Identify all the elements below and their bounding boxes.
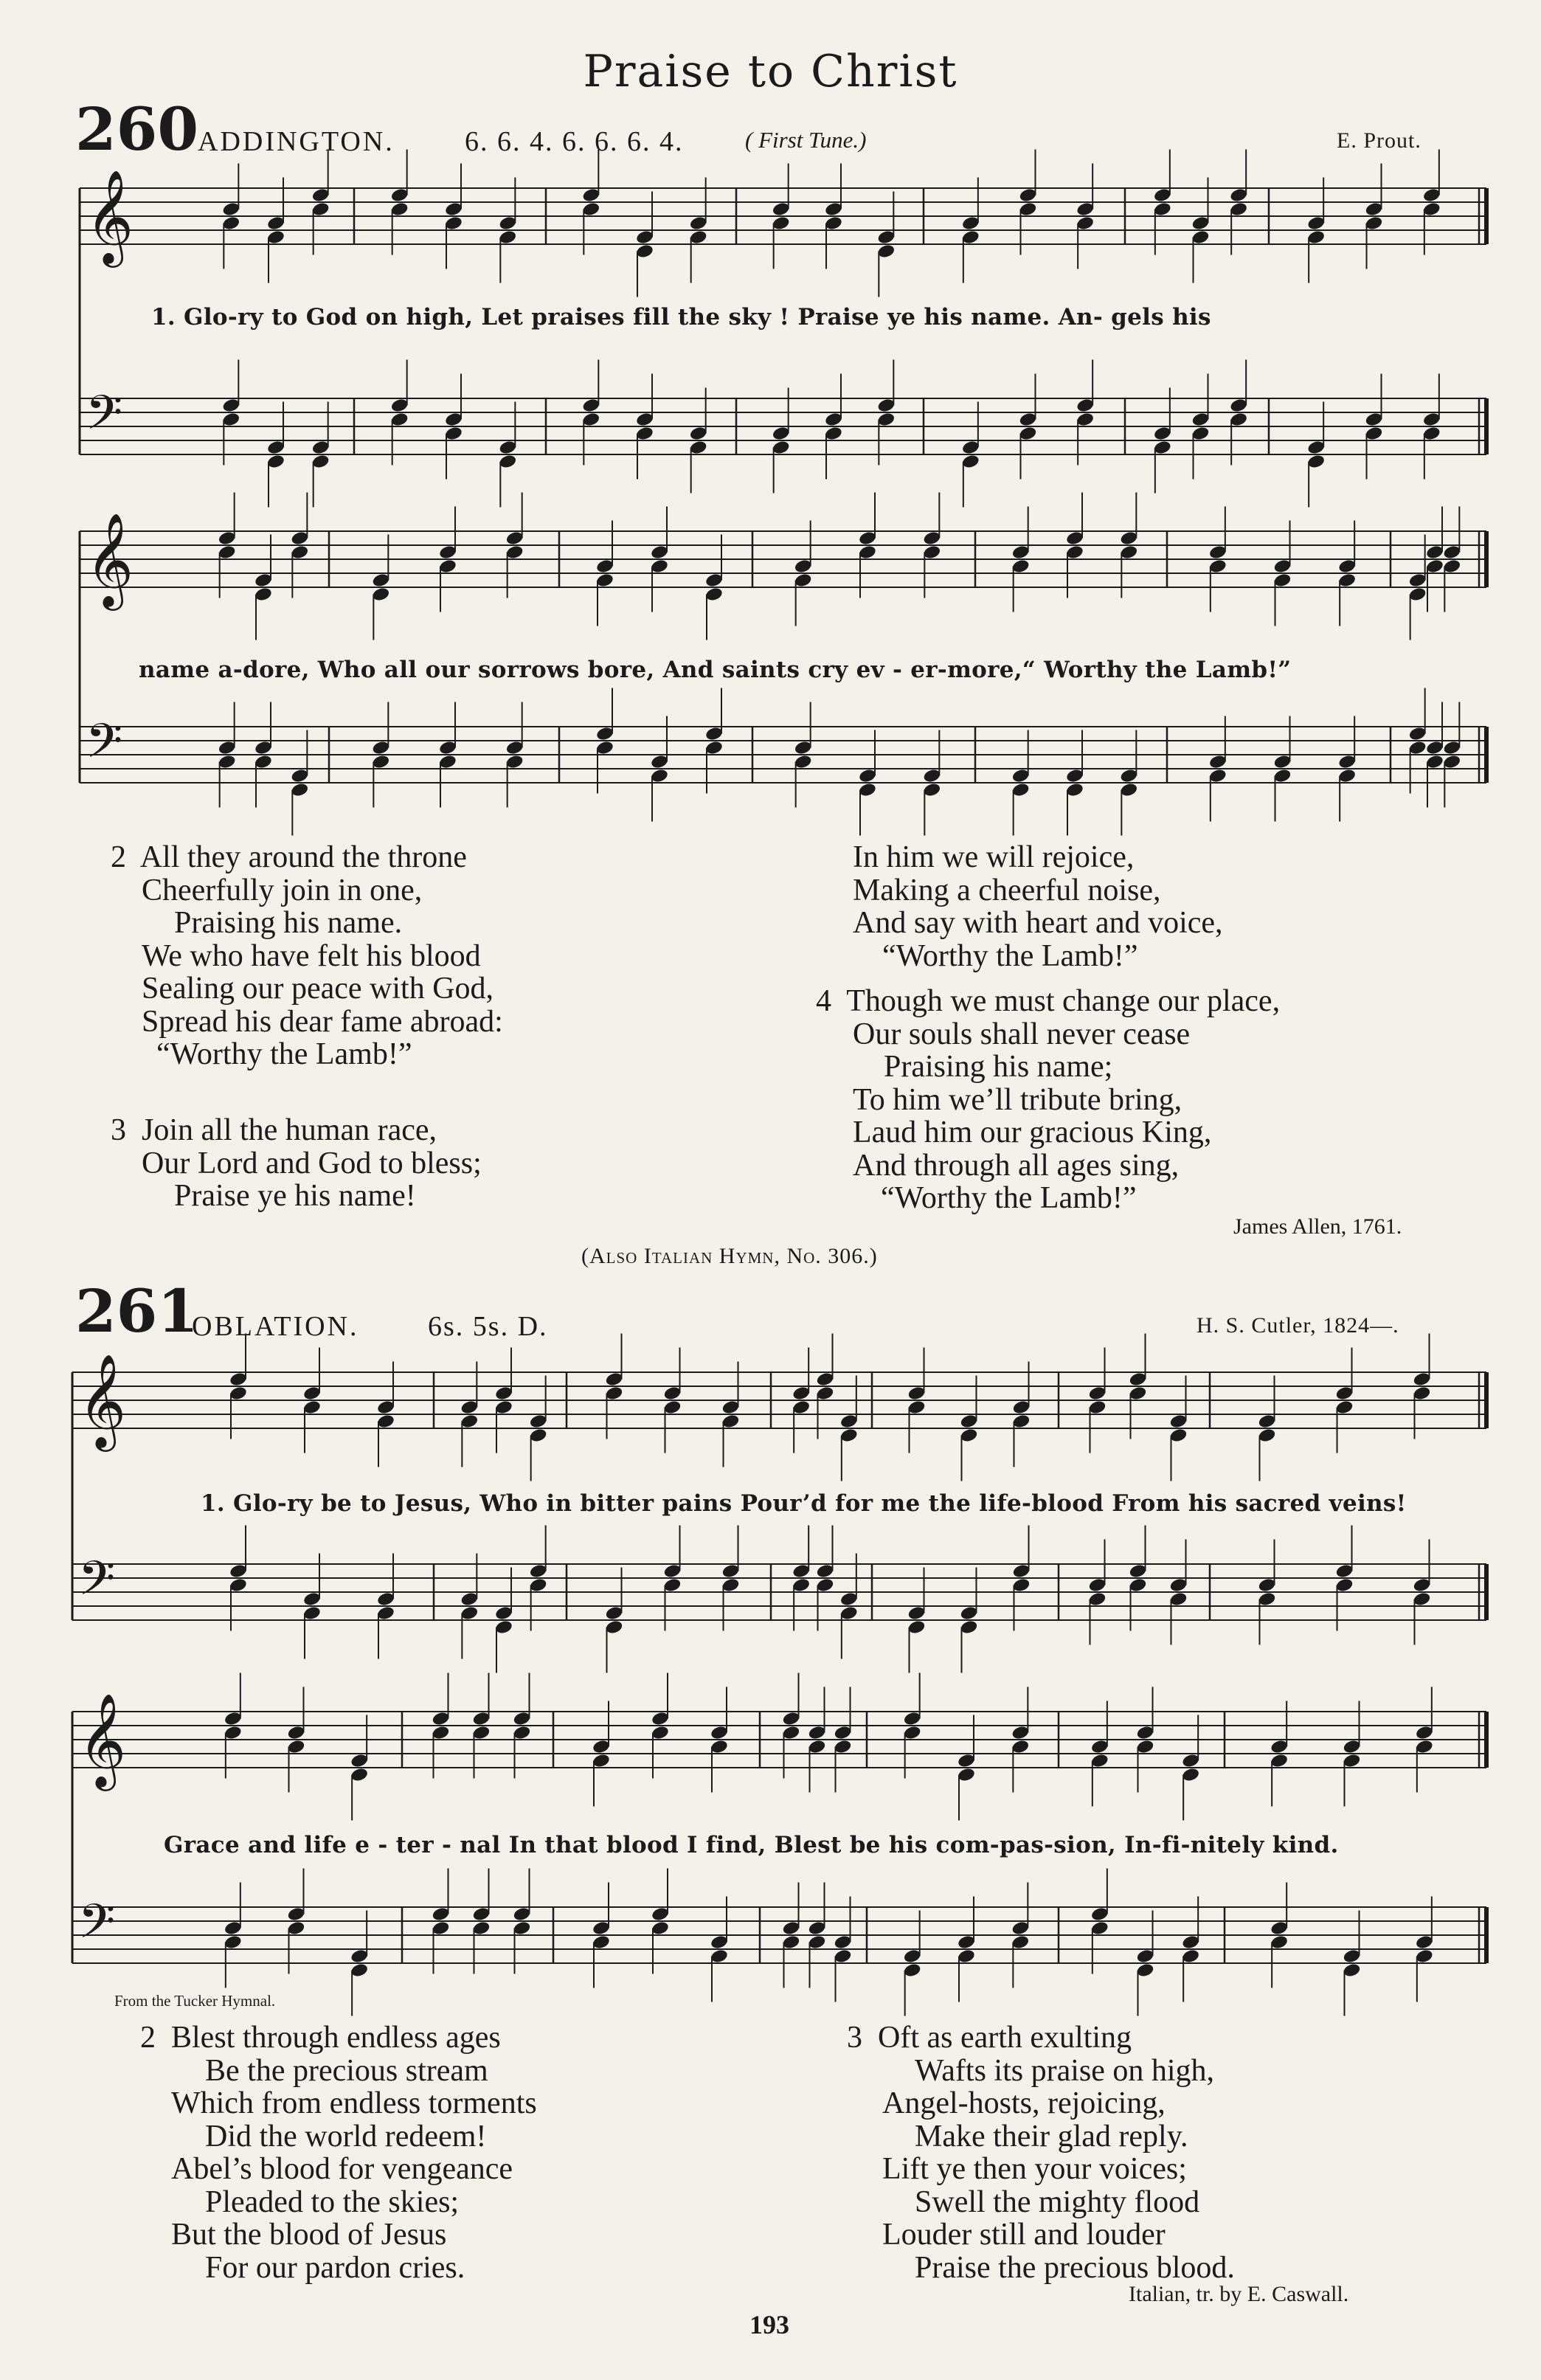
lyrics-line: 1. Glo-ry be to Jesus, Who in bitter pains Pour’d for me the life-blood From his sacred veins!	[201, 1490, 1407, 1517]
tune-meter: 6. 6. 4. 6. 6. 6. 4.	[465, 126, 684, 157]
author-credit: James Allen, 1761.	[1233, 1214, 1402, 1239]
treble-clef-icon: 𝄞	[78, 1353, 127, 1447]
verse-block: In him we will rejoice, Making a cheerful noise, And say with heart and voice, “Worthy the Lamb!”	[853, 840, 1223, 973]
treble-clef-icon: 𝄞	[78, 1692, 127, 1787]
tune-note: ( First Tune.)	[745, 127, 867, 153]
treble-clef-icon: 𝄞	[86, 512, 134, 606]
page-title: Praise to Christ	[583, 46, 958, 97]
composer: E. Prout.	[1337, 128, 1421, 153]
lyrics-line: Grace and life e - ter - nal In that blood I find, Blest be his com-pas-sion, In-fi-nitely kind.	[164, 1832, 1339, 1858]
tune-name: OBLATION.	[192, 1311, 359, 1342]
tune-meter: 6s. 5s. D.	[428, 1311, 548, 1342]
verse-block: 3 Join all the human race, Our Lord and God to bless; Praise ye his name!	[111, 1113, 482, 1213]
composer: H. S. Cutler, 1824—.	[1197, 1313, 1399, 1338]
verse-block: 2 All they around the throne Cheerfully join in one, Praising his name. We who have felt his blood Sealing our peace with God, Spread his dear fame abroad: “Worthy the Lamb!”	[111, 840, 503, 1071]
treble-clef-icon: 𝄞	[86, 169, 134, 263]
bass-clef-icon: 𝄢	[86, 714, 123, 781]
lyrics-line: 1. Glo-ry to God on high, Let praises fill the sky ! Praise ye his name. An- gels his	[151, 304, 1211, 331]
bass-clef-icon: 𝄢	[86, 386, 123, 452]
bass-clef-icon: 𝄢	[78, 1895, 116, 1961]
hymn-number: 260	[75, 94, 198, 164]
also-note: (Also Italian Hymn, No. 306.)	[581, 1244, 878, 1268]
hymn-number: 261	[75, 1276, 198, 1346]
tune-name: ADDINGTON.	[198, 126, 395, 157]
source-note: From the Tucker Hymnal.	[114, 1992, 276, 2010]
bass-clef-icon: 𝄢	[78, 1552, 116, 1618]
lyrics-line: name a-dore, Who all our sorrows bore, And saints cry ev - er-more,“ Worthy the Lamb!”	[139, 657, 1292, 683]
verse-block: 3 Oft as earth exulting Wafts its praise on high, Angel-hosts, rejoicing, Make their glad reply. Lift ye then your voices; Swell the mighty flood Louder still and louder Praise the precious blood.	[847, 2021, 1235, 2285]
page-number: 193	[749, 2310, 789, 2339]
verse-block: 4 Though we must change our place, Our souls shall never cease Praising his name; To him we’ll tribute bring, Laud him our gracious King, And through all ages sing, “Worthy the Lamb!”	[816, 984, 1281, 1215]
verse-block: 2 Blest through endless ages Be the precious stream Which from endless torments Did the world redeem! Abel’s blood for vengeance Pleaded to the skies; But the blood of Jesus For our pardon cries.	[140, 2021, 537, 2285]
author-credit: Italian, tr. by E. Caswall.	[1129, 2282, 1349, 2306]
